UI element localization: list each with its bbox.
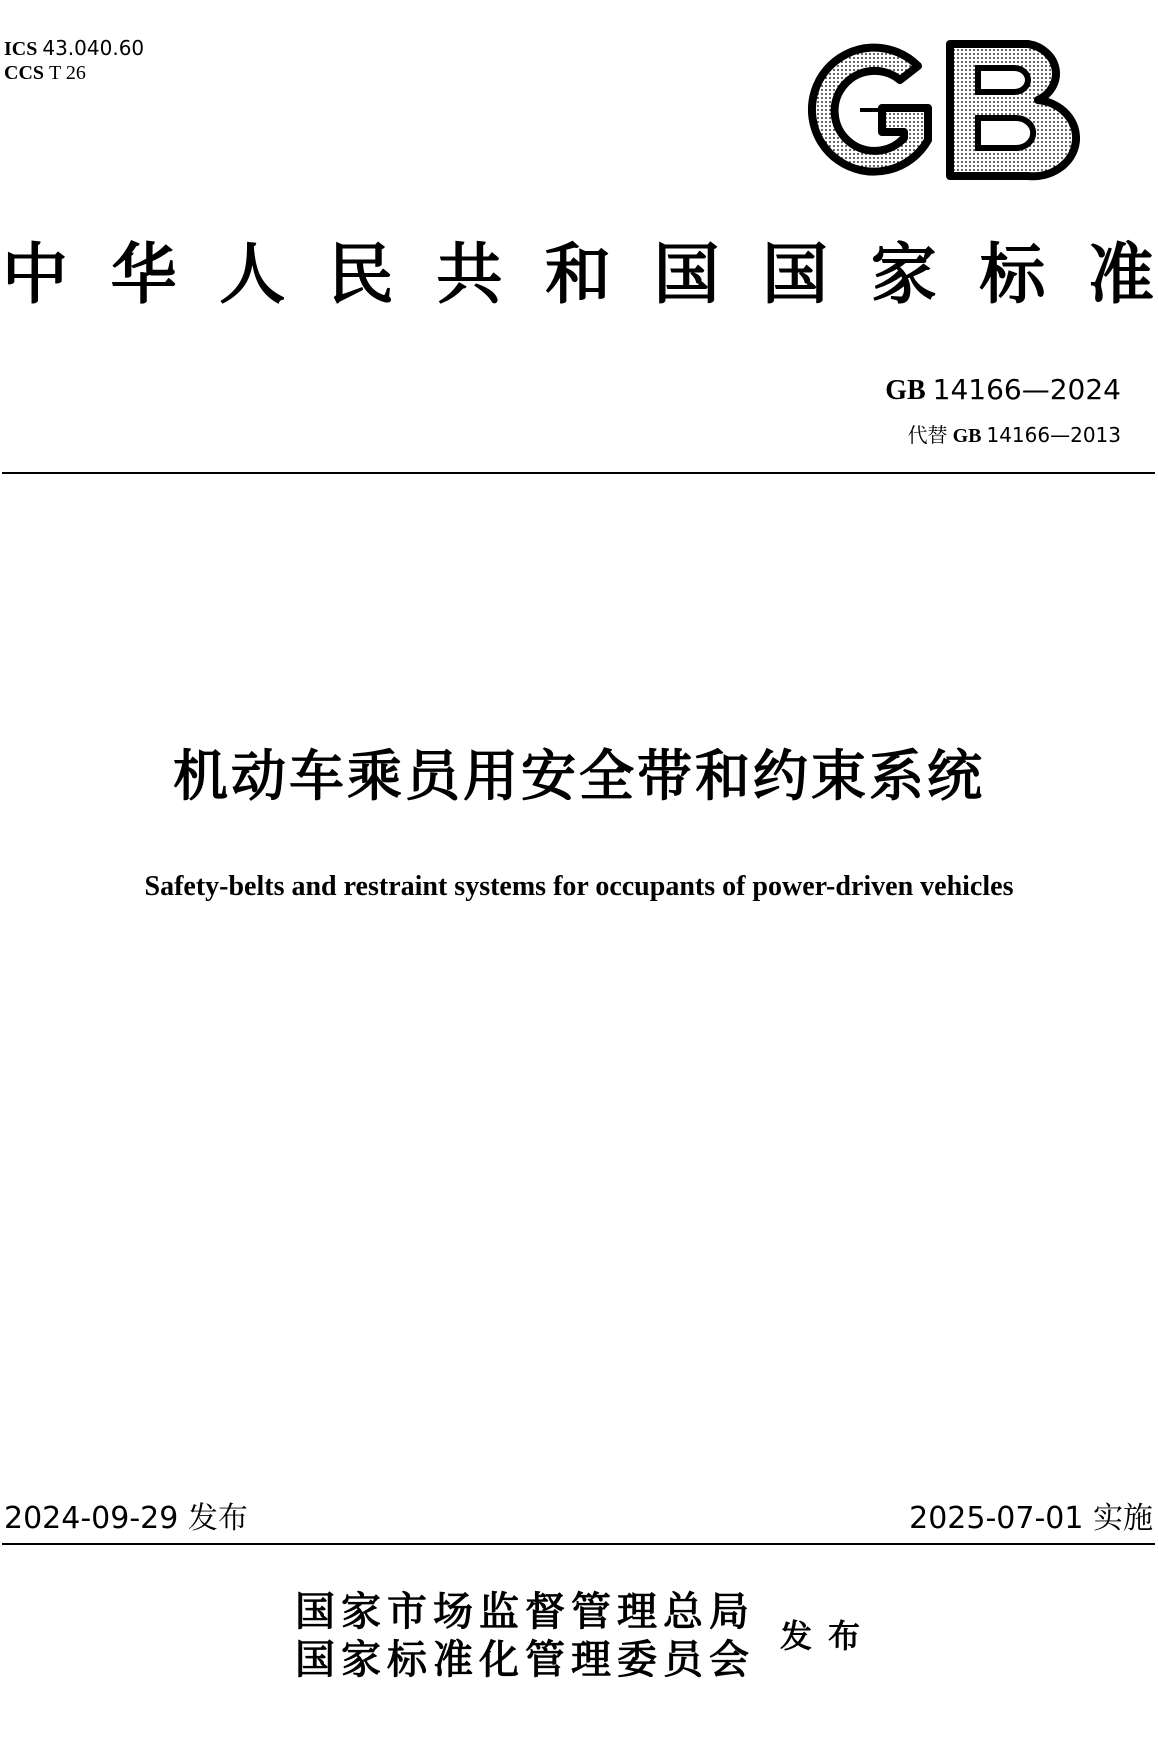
gb-logo	[800, 36, 1080, 184]
ccs-value: T 26	[49, 62, 86, 84]
national-standard-title	[0, 236, 1158, 316]
standard-prefix: GB	[885, 375, 926, 406]
gb-logo-icon	[800, 36, 1080, 184]
title-char: 家	[870, 239, 937, 312]
ics-value: 43.040.60	[42, 36, 145, 60]
implementation-date: 2025-07-01 实施	[909, 1501, 1153, 1536]
title-char: 共	[436, 239, 503, 312]
issuing-authorities	[295, 1588, 755, 1684]
title-char: 人	[219, 239, 286, 312]
replaces-code: 14166—2013	[986, 423, 1121, 447]
replaces-standard	[908, 422, 1121, 449]
issue-date: 2024-09-29 发布	[4, 1501, 248, 1536]
title-char: 中	[2, 239, 68, 312]
issuer-line: 国家标准化管理委员会	[295, 1637, 755, 1682]
publish-label: 发布	[780, 1618, 877, 1654]
title-char: 华	[110, 239, 177, 312]
standard-number	[885, 373, 1121, 408]
title-char: 和	[544, 239, 611, 312]
standard-code: 14166—2024	[932, 373, 1121, 406]
bottom-divider	[2, 1543, 1155, 1545]
chinese-title: 机动车乘员用安全带和约束系统	[172, 744, 985, 808]
ccs-code	[4, 61, 144, 85]
title-char: 标	[979, 239, 1046, 312]
top-divider	[2, 472, 1155, 474]
ics-code	[4, 36, 144, 61]
title-char: 民	[327, 239, 394, 312]
title-char: 国	[653, 239, 720, 312]
replaces-prefix: GB	[952, 425, 982, 447]
title-char: 国	[762, 239, 829, 312]
classification-codes	[4, 36, 144, 85]
title-char: 准	[1087, 239, 1154, 312]
ccs-label: CCS	[4, 62, 45, 84]
issuer-line: 国家市场监督管理总局	[295, 1589, 755, 1634]
replaces-label: 代替	[907, 423, 948, 447]
ics-label: ICS	[4, 38, 38, 60]
english-title: Safety-belts and restraint systems for occupants of power-driven vehicles	[144, 871, 1014, 902]
